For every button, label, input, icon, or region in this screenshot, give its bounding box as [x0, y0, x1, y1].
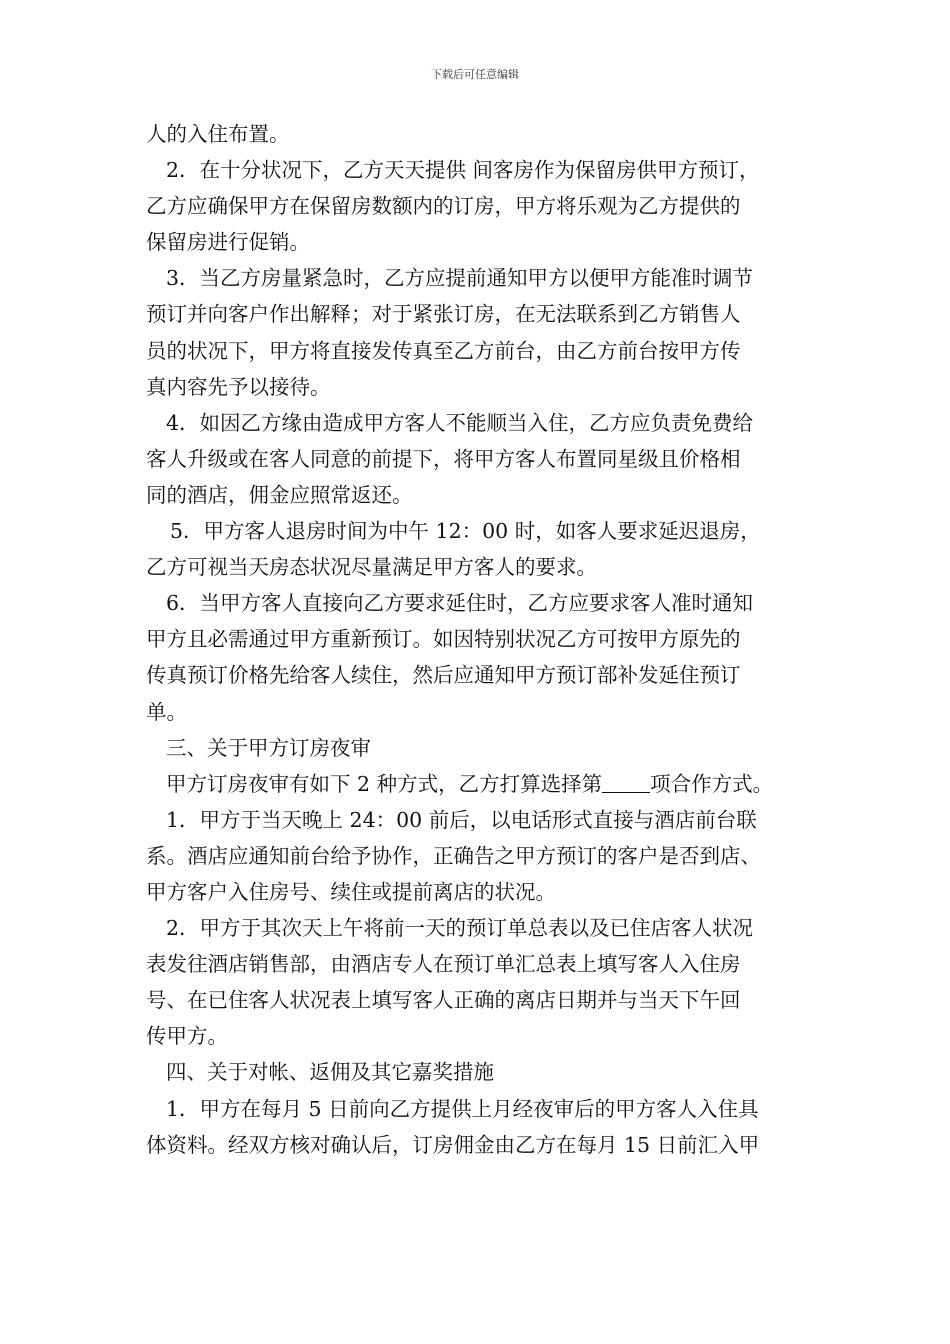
text-line: 乙方可视当天房态状况尽量满足甲方客人的要求。 [146, 555, 597, 580]
section-heading: 三、关于甲方订房夜审 [166, 735, 371, 760]
text-line: 2．在十分状况下，乙方天天提供 间客房作为保留房供甲方预订， [166, 158, 760, 183]
text-line: 4．如因乙方缘由造成甲方客人不能顺当入住，乙方应负责免费给 [166, 410, 754, 435]
text-line: 号、在已住客人状况表上填写客人正确的离店日期并与当天下午回 [146, 988, 741, 1013]
text-line: 1．甲方在每月 5 日前向乙方提供上月经夜审后的甲方客人入住具 [166, 1096, 759, 1121]
text-line: 甲方客户入住房号、续住或提前离店的状况。 [146, 879, 556, 904]
page-header: 下载后可任意编辑 [431, 68, 519, 81]
section-heading: 四、关于对帐、返佣及其它嘉奖措施 [166, 1060, 494, 1085]
text-line: 传甲方。 [146, 1024, 228, 1049]
text-line: 真内容先予以接待。 [146, 374, 331, 399]
text-line: 人的入住布置。 [146, 122, 290, 146]
text-fragment: 甲方订房夜审有如下 2 种方式，乙方打算选择第 [166, 771, 603, 796]
text-line: 3．当乙方房量紧急时，乙方应提前通知甲方以便甲方能准时调节 [166, 266, 754, 291]
text-line: 单。 [146, 699, 187, 724]
text-line: 5．甲方客人退房时间为中午 12：00 时，如客人要求延迟退房， [170, 519, 761, 544]
fill-in-blank [602, 772, 650, 793]
text-line: 表发往酒店销售部，由酒店专人在预订单汇总表上填写客人入住房 [146, 952, 741, 977]
text-line [146, 766, 806, 802]
text-line: 传真预订价格先给客人续住，然后应通知甲方预订部补发延住预订 [146, 663, 741, 688]
text-line: 客人升级或在客人同意的前提下，将甲方客人布置同星级且价格相 [146, 446, 741, 471]
text-line: 甲方且必需通过甲方重新预订。如因特别状况乙方可按甲方原先的 [146, 627, 741, 652]
text-line: 保留房进行促销。 [146, 230, 310, 255]
document-body [146, 116, 806, 1163]
text-line: 6．当甲方客人直接向乙方要求延住时，乙方应要求客人准时通知 [166, 591, 754, 616]
text-line: 体资料。经双方核对确认后，订房佣金由乙方在每月 15 日前汇入甲 [146, 1132, 760, 1157]
text-line: 员的状况下，甲方将直接发传真至乙方前台，由乙方前台按甲方传 [146, 338, 741, 363]
text-line: 预订并向客户作出解释；对于紧张订房，在无法联系到乙方销售人 [146, 302, 741, 327]
text-line: 同的酒店，佣金应照常返还。 [146, 482, 413, 507]
text-line: 1．甲方于当天晚上 24：00 前后，以电话形式直接与酒店前台联 [166, 807, 757, 832]
text-line: 2．甲方于其次天上午将前一天的预订单总表以及已住店客人状况 [166, 916, 754, 941]
text-fragment: 项合作方式。 [650, 771, 774, 796]
text-line: 乙方应确保甲方在保留房数额内的订房，甲方将乐观为乙方提供的 [146, 194, 741, 219]
text-line: 系。酒店应通知前台给予协作，正确告之甲方预订的客户是否到店、 [146, 843, 761, 868]
